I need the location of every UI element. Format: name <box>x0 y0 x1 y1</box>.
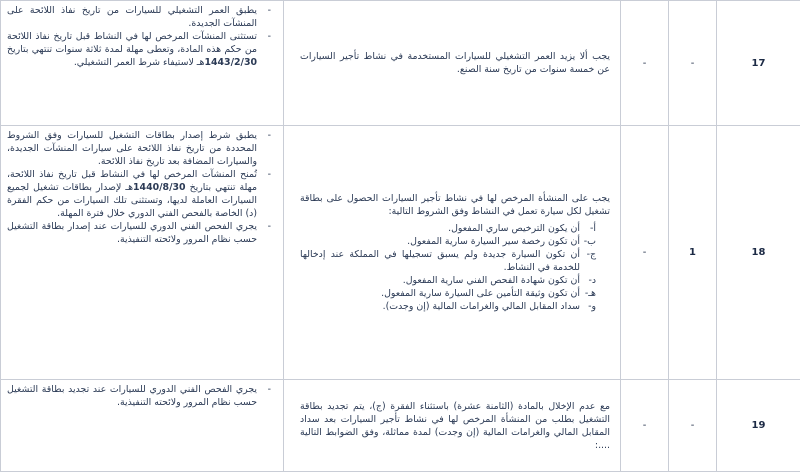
bullet: - <box>268 168 271 181</box>
note-item <box>7 168 273 220</box>
condition-text: أن يكون الترخيص ساري المفعول. <box>448 223 580 234</box>
note-text: يجري الفحص الفني الدوري للسيارات عند إصدار بطاقة التشغيل حسب نظام المرور ولائحته التنفيذية. <box>7 221 257 245</box>
note-text: تُمنح المنشآت المرخص لها في النشاط قبل تاريخ نفاذ اللائحة، مهلة تنتهي بتاريخ <box>7 169 257 193</box>
column-b-cell: - <box>669 1 717 126</box>
article-number: 17 <box>717 1 800 126</box>
requirement-text: يجب ألا يزيد العمر التشغيلي للسيارات المستخدمة في نشاط تأجير السيارات عن خمسة سنوات من تاريخ سنة الصنع. <box>300 51 610 75</box>
note-date: 1443/2/30 <box>204 57 257 68</box>
column-a-cell: - <box>621 126 669 380</box>
condition-text: أن تكون شهادة الفحص الفني سارية المفعول. <box>403 275 580 286</box>
table-row <box>1 126 800 380</box>
notes-cell <box>1 126 284 380</box>
note-text: تستثنى المنشآت المرخص لها في النشاط قبل تاريخ نفاذ اللائحة من حكم هذه المادة، وتعطى مهلة لمدة ثلاثة سنوات تنتهي بتاريخ <box>7 31 257 55</box>
column-a-cell: - <box>621 1 669 126</box>
bullet: - <box>268 4 271 17</box>
note-item <box>7 220 273 246</box>
note-item <box>7 30 273 69</box>
condition-item <box>300 248 596 274</box>
condition-item <box>300 274 596 287</box>
note-text: يطبق العمر التشغيلي للسيارات من تاريخ نفاذ اللائحة على المنشآت الجديدة. <box>7 5 257 29</box>
note-item <box>7 383 273 409</box>
condition-text: أن تكون وثيقة التأمين على السيارة سارية المفعول. <box>381 288 580 299</box>
condition-text: أن تكون رخصة سير السيارة سارية المفعول. <box>407 236 580 247</box>
conditions-list <box>300 222 610 313</box>
requirement-cell <box>284 126 621 380</box>
condition-letter: ج- <box>587 248 596 261</box>
article-number: 19 <box>717 380 800 472</box>
table-row <box>1 1 800 126</box>
bullet: - <box>268 30 271 43</box>
note-text: يجري الفحص الفني الدوري للسيارات عند تجديد بطاقة التشغيل حسب نظام المرور ولائحته التنفيذية. <box>7 384 257 408</box>
condition-item <box>300 222 596 235</box>
bullet: - <box>268 220 271 233</box>
bullet: - <box>268 383 271 396</box>
requirement-text: يجب على المنشأة المرخص لها في نشاط تأجير السيارات الحصول على بطاقة تشغيل لكل سيارة تعمل في النشاط وفق الشروط التالية: <box>300 192 610 218</box>
notes-cell <box>1 1 284 126</box>
condition-letter: هـ- <box>585 287 596 300</box>
condition-item <box>300 235 596 248</box>
bullet: - <box>268 129 271 142</box>
requirement-cell <box>284 1 621 126</box>
table-row <box>1 380 800 472</box>
column-b-cell: - <box>669 380 717 472</box>
requirement-text: مع عدم الإخلال بالمادة (الثامنة عشرة) باستثناء الفقرة (ج)، يتم تجديد بطاقة التشغيل بطلب من المنشأة المرخص لها في نشاط تأجير السيارات بعد سداد المقابل المالي والغرامات المالية (إن وجدت) لمدة مماثلة، وفق الضوابط التالية ....: <box>300 401 610 451</box>
condition-text: أن تكون السيارة جديدة ولم يسبق تسجيلها في المملكة عند إدخالها للخدمة في النشاط. <box>300 249 580 273</box>
note-text: يطبق شرط إصدار بطاقات التشغيل للسيارات وفق الشروط المحددة من تاريخ نفاذ اللائحة على سيارات المنشآت الجديدة، والسيارات المضافة بعد تاريخ نفاذ اللائحة. <box>7 130 257 167</box>
note-item <box>7 129 273 168</box>
note-date: 1440/8/30 <box>133 182 186 193</box>
column-a-cell: - <box>621 380 669 472</box>
requirement-cell <box>284 380 621 472</box>
condition-item <box>300 287 596 300</box>
note-item <box>7 4 273 30</box>
notes-cell <box>1 380 284 472</box>
condition-letter: د- <box>588 274 596 287</box>
condition-item <box>300 300 596 313</box>
note-text: هـ لاستيفاء شرط العمر التشغيلي. <box>74 57 205 68</box>
condition-letter: ب- <box>584 235 596 248</box>
condition-letter: و- <box>588 300 596 313</box>
column-b-cell: 1 <box>669 126 717 380</box>
condition-letter: أ- <box>590 222 596 235</box>
condition-text: سداد المقابل المالي والغرامات المالية (إن وجدت). <box>383 301 580 312</box>
article-number: 18 <box>717 126 800 380</box>
note-text: هـ لإصدار بطاقات تشغيل لجميع السيارات العاملة لديها، وتستثنى تلك السيارات من حكم الفقرة (د) الخاصة بالفحص الفني الدوري خلال فترة المهلة. <box>7 182 257 219</box>
